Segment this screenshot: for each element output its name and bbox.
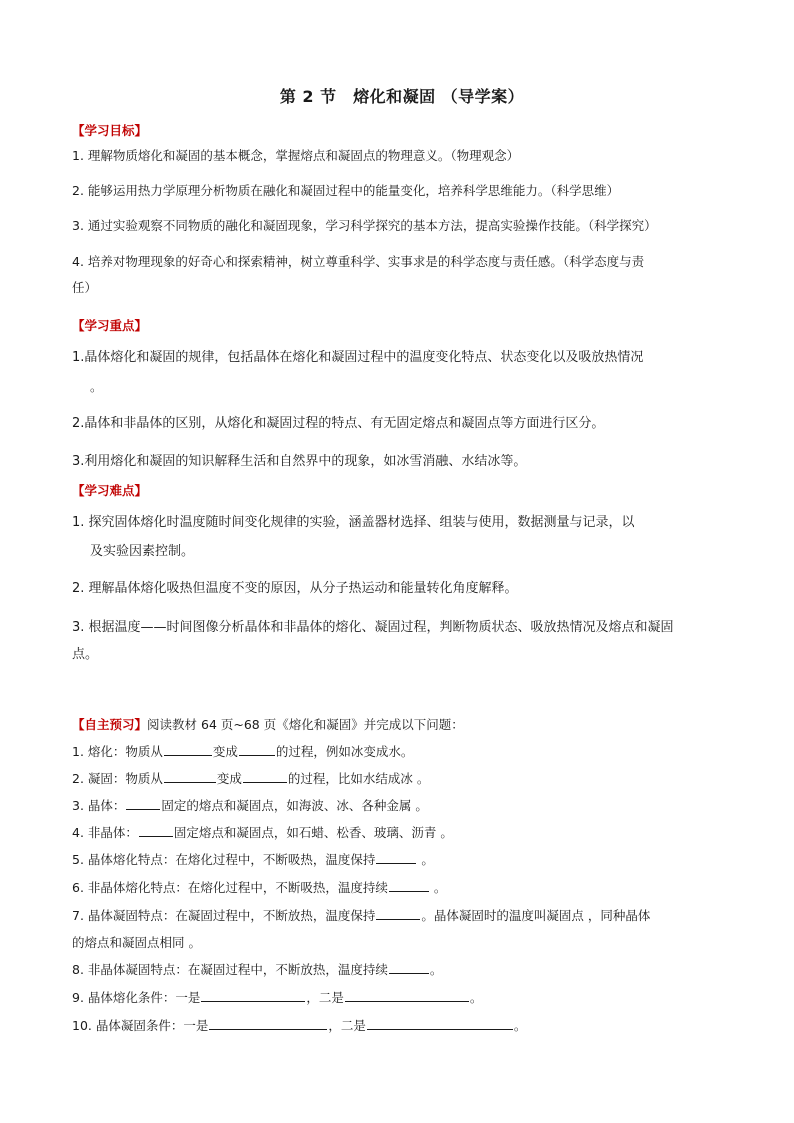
q5-text-b: 。 xyxy=(417,852,434,867)
preview-q7 xyxy=(72,906,732,926)
keypoint-item-3: 3.利用熔化和凝固的知识解释生活和自然界中的现象，如冰雪消融、水结冰等。 xyxy=(72,454,527,469)
difficulty-item-1: 1. 探究固体熔化时温度随时间变化规律的实验，涵盖器材选择、组装与使用，数据测量与记录，以 xyxy=(72,515,635,530)
goals-heading: 【学习目标】 xyxy=(72,123,148,138)
q2-blank-2[interactable] xyxy=(243,769,287,783)
q9-text-c: 。 xyxy=(469,990,483,1005)
preview-q1 xyxy=(72,742,732,762)
difficulty-item-3: 3. 根据温度——时间图像分析晶体和非晶体的熔化、凝固过程，判断物质状态、吸放热情况及熔点和凝固 xyxy=(72,620,674,635)
q7-text-b: 。晶体凝固时的温度叫凝固点 ，同种晶体 xyxy=(421,908,651,923)
q4-text-b: 固定熔点和凝固点，如石蜡、松香、玻璃、沥青 。 xyxy=(173,825,453,840)
preview-q10 xyxy=(72,1016,732,1036)
goal-item-3: 3. 通过实验观察不同物质的融化和凝固现象，学习科学探究的基本方法，提高实验操作技能。（科学探究） xyxy=(72,218,657,233)
q8-text-a: 8. 非晶体凝固特点：在凝固过程中，不断放热，温度持续 xyxy=(72,962,388,977)
preview-q5 xyxy=(72,850,732,870)
q4-text-a: 4. 非晶体： xyxy=(72,825,138,840)
keypoint-item-1-cont: 。 xyxy=(90,379,103,394)
q1-text-a: 1. 熔化：物质从 xyxy=(72,744,163,759)
difficulty-item-2: 2. 理解晶体熔化吸热但温度不变的原因，从分子热运动和能量转化角度解释。 xyxy=(72,581,518,596)
difficulties-heading: 【学习难点】 xyxy=(72,483,148,498)
goal-item-2: 2. 能够运用热力学原理分析物质在融化和凝固过程中的能量变化，培养科学思维能力。（科学思维） xyxy=(72,183,620,198)
preview-heading: 【自主预习】 xyxy=(72,717,148,732)
preview-q8 xyxy=(72,960,732,980)
q3-text-a: 3. 晶体： xyxy=(72,798,126,813)
keypoint-item-1: 1.晶体熔化和凝固的规律，包括晶体在熔化和凝固过程中的温度变化特点、状态变化以及吸放热情况 xyxy=(72,350,644,365)
keypoints-heading: 【学习重点】 xyxy=(72,318,148,333)
q9-blank-2[interactable] xyxy=(345,988,469,1002)
preview-q3 xyxy=(72,796,732,816)
preview-q6 xyxy=(72,878,732,898)
q8-blank-1[interactable] xyxy=(389,960,429,974)
goal-item-1: 1. 理解物质熔化和凝固的基本概念，掌握熔点和凝固点的物理意义。（物理观念） xyxy=(72,148,520,163)
q2-text-a: 2. 凝固：物质从 xyxy=(72,771,163,786)
q6-text-a: 6. 非晶体熔化特点：在熔化过程中，不断吸热，温度持续 xyxy=(72,880,388,895)
difficulty-item-1-cont: 及实验因素控制。 xyxy=(90,544,195,559)
q1-blank-2[interactable] xyxy=(239,742,275,756)
q1-text-c: 的过程，例如冰变成水。 xyxy=(275,744,414,759)
q7-text-a: 7. 晶体凝固特点：在凝固过程中，不断放热，温度保持 xyxy=(72,908,376,923)
q6-blank-1[interactable] xyxy=(389,878,429,892)
q3-blank-1[interactable] xyxy=(126,796,160,810)
q3-text-b: 固定的熔点和凝固点，如海波、冰、各种金属 。 xyxy=(161,798,428,813)
q1-text-b: 变成 xyxy=(212,744,238,759)
q9-text-b: ，二是 xyxy=(306,990,344,1005)
q10-text-a: 10. 晶体凝固条件：一是 xyxy=(72,1018,209,1033)
q7-blank-1[interactable] xyxy=(376,906,420,920)
preview-q2 xyxy=(72,769,732,789)
q9-blank-1[interactable] xyxy=(201,988,305,1002)
q8-text-b: 。 xyxy=(429,962,443,977)
q9-text-a: 9. 晶体熔化条件：一是 xyxy=(72,990,201,1005)
q2-blank-1[interactable] xyxy=(164,769,216,783)
q6-text-b: 。 xyxy=(429,880,447,895)
q10-text-b: ，二是 xyxy=(328,1018,366,1033)
goal-item-4: 4. 培养对物理现象的好奇心和探索精神，树立尊重科学、实事求是的科学态度与责任感。（科学态度与责 xyxy=(72,254,645,269)
q2-text-b: 变成 xyxy=(216,771,242,786)
preview-q4 xyxy=(72,823,732,843)
q10-blank-2[interactable] xyxy=(367,1016,513,1030)
q4-blank-1[interactable] xyxy=(139,823,173,837)
q1-blank-1[interactable] xyxy=(164,742,212,756)
preview-q9 xyxy=(72,988,732,1008)
q5-text-a: 5. 晶体熔化特点：在熔化过程中，不断吸热，温度保持 xyxy=(72,852,376,867)
difficulty-item-3-cont: 点。 xyxy=(72,647,99,662)
q10-blank-1[interactable] xyxy=(209,1016,327,1030)
preview-header-line xyxy=(72,715,732,735)
q5-blank-1[interactable] xyxy=(376,850,416,864)
preview-intro: 阅读教材 64 页~68 页《熔化和凝固》并完成以下问题： xyxy=(147,717,464,732)
page-title: 第 2 节 熔化和凝固 （导学案） xyxy=(279,87,525,106)
keypoint-item-2: 2.晶体和非晶体的区别，从熔化和凝固过程的特点、有无固定熔点和凝固点等方面进行区分。 xyxy=(72,416,605,431)
preview-q7-cont: 的熔点和凝固点相同 。 xyxy=(72,935,201,950)
goal-item-4-cont: 任） xyxy=(72,280,98,295)
q2-text-c: 的过程，比如水结成冰 。 xyxy=(287,771,430,786)
q10-text-c: 。 xyxy=(513,1018,527,1033)
